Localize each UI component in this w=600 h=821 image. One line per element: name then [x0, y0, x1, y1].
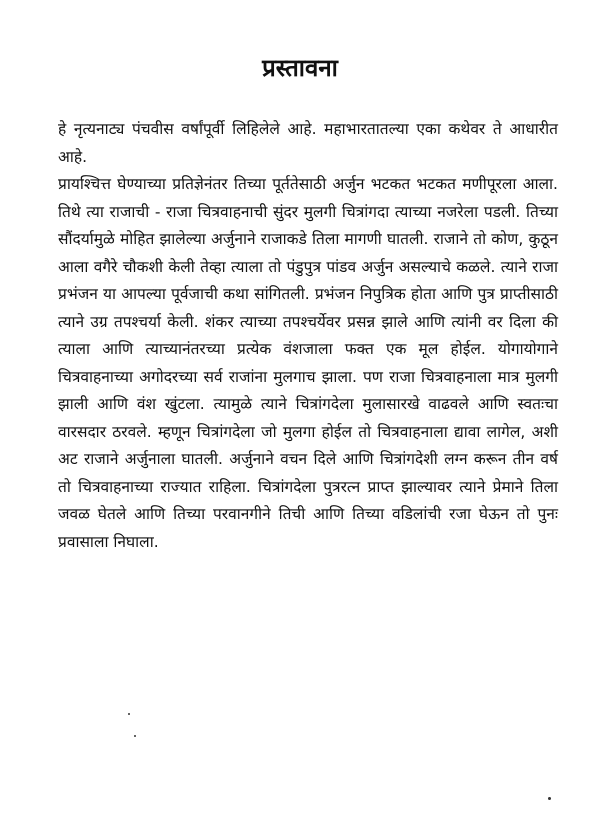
- paragraph-story: प्रायश्चित्त घेण्याच्या प्रतिज्ञेनंतर तिच्या पूर्ततेसाठी अर्जुन भटकत भटकत मणीपूरला आला. तिथे त्या राजाची - राजा चित्रवाहनाची सुंदर मुलगी चित्रांगदा त्याच्या नजरेला पडली. तिच्या सौंदर्यामुळे मोहित झालेल्या अर्जुनाने राजाकडे तिला मागणी घातली. राजाने तो कोण, कुठून आला वगैरे चौकशी केली तेव्हा त्याला तो पंडुपुत्र पांडव अर्जुन असल्याचे कळले. त्याने राजा प्रभंजन या आपल्या पूर्वजाची कथा सांगितली. प्रभंजन निपुत्रिक होता आणि पुत्र प्राप्तीसाठी त्याने उग्र तपश्चर्या केली. शंकर त्याच्या तपश्चर्येवर प्रसन्न झाले आणि त्यांनी वर दिला की त्याला आणि त्याच्यानंतरच्या प्रत्येक वंशजाला फक्त एक मूल होईल. योगायोगाने चित्रवाहनाच्या अगोदरच्या सर्व राजांना मुलगाच झाला. पण राजा चित्रवाहनाला मात्र मुलगी झाली आणि वंश खुंटला. त्यामुळे त्याने चित्रांगदेला मुलासारखे वाढवले आणि स्वतःचा वारसदार ठरवले. म्हणून चित्रांगदेला जो मुलगा होईल तो चित्रवाहनाला द्यावा लागेल, अशी अट राजाने अर्जुनाला घातली. अर्जुनाने वचन दिले आणि चित्रांगदेशी लग्न करून तीन वर्ष तो चित्रवाहनाच्या राज्यात राहिला. चित्रांगदेला पुत्ररत्न प्राप्त झाल्यावर त्याने प्रेमाने तिला जवळ घेतले आणि तिच्या परवानगीने तिची आणि तिच्या वडिलांची रजा घेऊन तो पुनः प्रवासाला निघाला.: [58, 175, 558, 551]
- scan-speck: [134, 735, 136, 737]
- body-text: [58, 116, 558, 556]
- scan-speck: [548, 797, 551, 800]
- paragraph-intro: हे नृत्यनाट्य पंचवीस वर्षांपूर्वी लिहिलेले आहे. महाभारतातल्या एका कथेवर ते आधारीत आहे.: [58, 120, 558, 166]
- page-title: प्रस्तावना: [262, 54, 338, 82]
- scan-speck: [128, 713, 130, 715]
